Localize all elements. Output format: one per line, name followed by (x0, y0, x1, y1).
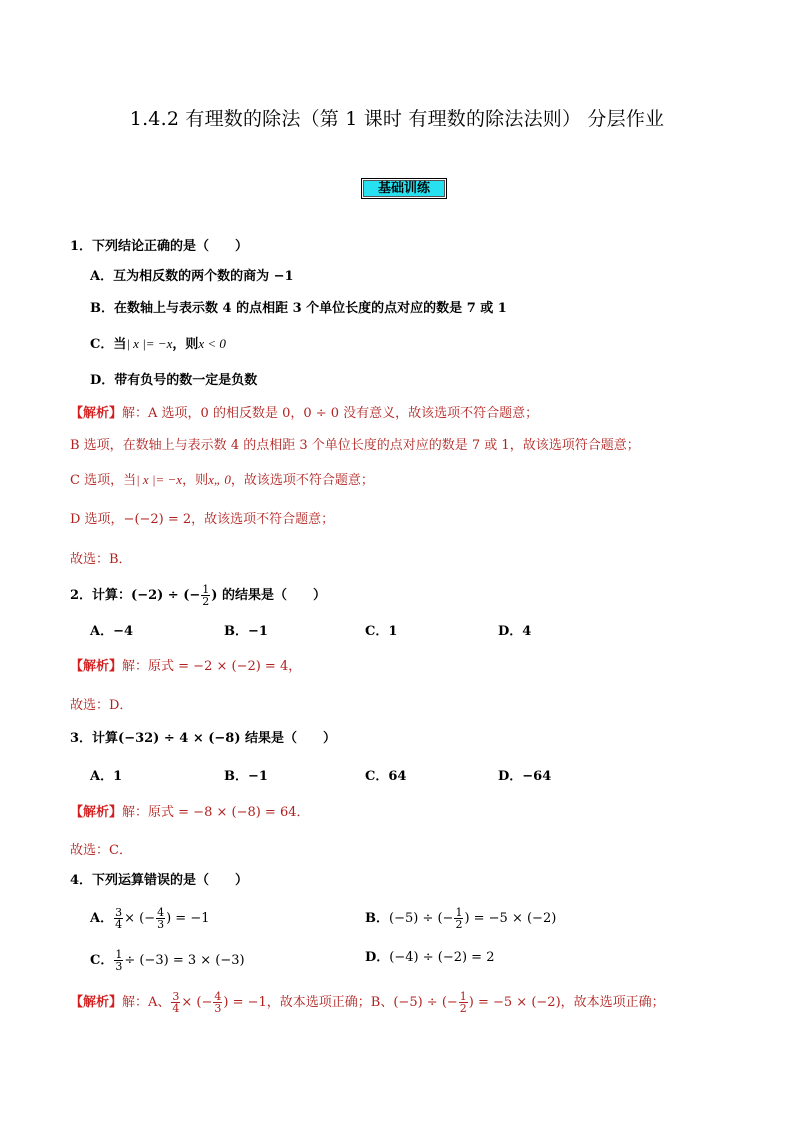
q2-answer: 故选：D． (70, 698, 133, 713)
q4-a-frac-1 (114, 907, 123, 930)
q2-option-d: D．4 (498, 624, 532, 639)
q1-analysis-3 (70, 471, 374, 490)
q4-an-frac-3 (459, 991, 468, 1014)
q4-a-frac-1-den: 4 (115, 918, 123, 931)
q1-analysis-4: D 选项，−(−2) = 2，故该选项不符合题意； (70, 512, 335, 527)
q4-option-d (365, 949, 494, 967)
q4-an-frac-1-den: 4 (172, 1002, 180, 1015)
q4-option-b-label: B． (365, 911, 389, 926)
q1-option-c-abs: | x |= −x (126, 336, 173, 351)
q1-option-c-label: C．当 (90, 337, 127, 352)
q4-b-post: ) = −5 × (−2) (464, 911, 557, 926)
q4-a-mid: × (− (124, 911, 156, 926)
q3-answer: 故选：C． (70, 843, 132, 858)
q4-an-frac-1 (171, 991, 180, 1014)
q4-an-mid: × (− (181, 995, 213, 1010)
q2-frac-den: 2 (202, 595, 210, 608)
q2-option-c: C．1 (365, 624, 398, 639)
q3-option-c: C．64 (365, 769, 407, 784)
q1-answer: 故选：B． (70, 552, 132, 567)
q2-frac-num: 1 (202, 583, 210, 596)
q2-stem (70, 584, 326, 607)
q1-analysis-3-cond: x„ 0 (208, 472, 231, 487)
q4-c-frac-num: 1 (115, 948, 123, 961)
q1-option-c-mid: ，则 (172, 337, 199, 352)
q4-analysis-tag: 【解析】 (70, 995, 123, 1010)
q3-option-a: A．1 (90, 769, 123, 784)
q2-stem-pre: 2．计算：(−2) ÷ (− (70, 588, 201, 603)
q4-analysis (70, 991, 665, 1014)
q4-option-a (90, 907, 210, 930)
q3-analysis-text: 解：原式 = −8 × (−8) = 64． (122, 805, 310, 820)
section-badge (361, 178, 447, 199)
q1-analysis-2: B 选项，在数轴上与表示数 4 的点相距 3 个单位长度的点对应的数是 7 或 1，故该选项符合题意； (70, 438, 640, 453)
q2-analysis (70, 658, 301, 676)
q4-a-frac-2 (156, 907, 165, 930)
q4-an-post-a: ) = −1，故本选项正确；B、(−5) ÷ (− (223, 995, 458, 1010)
q4-a-frac-2-num: 4 (157, 906, 165, 919)
q2-analysis-tag: 【解析】 (70, 659, 123, 674)
q3-stem: 3．计算(−32) ÷ 4 × (−8) 结果是（ ） (70, 731, 337, 746)
q4-b-frac (454, 907, 463, 930)
q4-an-frac-2-num: 4 (214, 990, 222, 1003)
q1-option-b: B．在数轴上与表示数 4 的点相距 3 个单位长度的点对应的数是 7 或 1 (90, 301, 507, 316)
q1-stem: 1．下列结论正确的是（ ） (70, 239, 249, 254)
q4-an-frac-1-num: 3 (172, 990, 180, 1003)
q4-b-frac-num: 1 (455, 906, 463, 919)
q1-analysis-3-post: ，故该选项不符合题意； (230, 473, 374, 488)
q1-analysis-tag: 【解析】 (70, 406, 123, 421)
q4-option-b (365, 907, 556, 930)
q2-option-b: B．−1 (224, 624, 268, 639)
q4-a-frac-2-den: 3 (157, 918, 165, 931)
q1-option-c-cond: x < 0 (198, 336, 226, 351)
q4-option-a-label: A． (90, 911, 114, 926)
q4-a-frac-1-num: 3 (115, 906, 123, 919)
q3-option-b: B．−1 (224, 769, 268, 784)
q4-an-post-b: ) = −5 × (−2)，故本选项正确； (468, 995, 665, 1010)
section-badge-label: 基础训练 (363, 180, 445, 197)
q2-stem-fraction (201, 584, 210, 607)
q1-analysis-1-text: 解：A 选项，0 的相反数是 0，0 ÷ 0 没有意义，故该选项不符合题意； (122, 406, 539, 421)
q3-option-d: D．−64 (498, 769, 552, 784)
q4-an-frac-2 (213, 991, 222, 1014)
q4-option-c-label: C． (90, 953, 114, 968)
q1-analysis-1 (70, 405, 538, 423)
q4-option-d-label: D． (365, 950, 390, 965)
q4-option-c (90, 949, 245, 972)
q2-analysis-text: 解：原式 = −2 × (−2) = 4， (122, 659, 302, 674)
q3-analysis (70, 804, 310, 822)
q1-analysis-3-pre: C 选项，当 (70, 473, 137, 488)
q4-c-frac (114, 949, 123, 972)
q4-c-post: ÷ (−3) = 3 × (−3) (124, 953, 245, 968)
q1-analysis-3-abs: | x |= −x (136, 472, 183, 487)
q4-an-frac-3-num: 1 (459, 990, 467, 1003)
q2-stem-post: ) 的结果是（ ） (211, 588, 326, 603)
q3-analysis-tag: 【解析】 (70, 805, 123, 820)
q1-option-c (90, 335, 226, 354)
q4-c-frac-den: 3 (115, 960, 123, 973)
q4-a-post: ) = −1 (166, 911, 210, 926)
page-title: 1.4.2 有理数的除法（第 1 课时 有理数的除法法则） 分层作业 (129, 108, 665, 130)
q1-option-d: D．带有负号的数一定是负数 (90, 373, 258, 388)
q1-analysis-3-mid: ，则 (182, 473, 209, 488)
q4-b-pre: (−5) ÷ (− (389, 911, 454, 926)
q4-stem: 4．下列运算错误的是（ ） (70, 873, 249, 888)
q2-option-a: A．−4 (90, 624, 134, 639)
q4-an-frac-2-den: 3 (214, 1002, 222, 1015)
q4-analysis-pre: 解：A、 (122, 995, 171, 1010)
q1-option-a: A．互为相反数的两个数的商为 −1 (90, 269, 294, 284)
q4-d-expr: (−4) ÷ (−2) = 2 (389, 950, 495, 965)
q4-an-frac-3-den: 2 (459, 1002, 467, 1015)
q4-b-frac-den: 2 (455, 918, 463, 931)
